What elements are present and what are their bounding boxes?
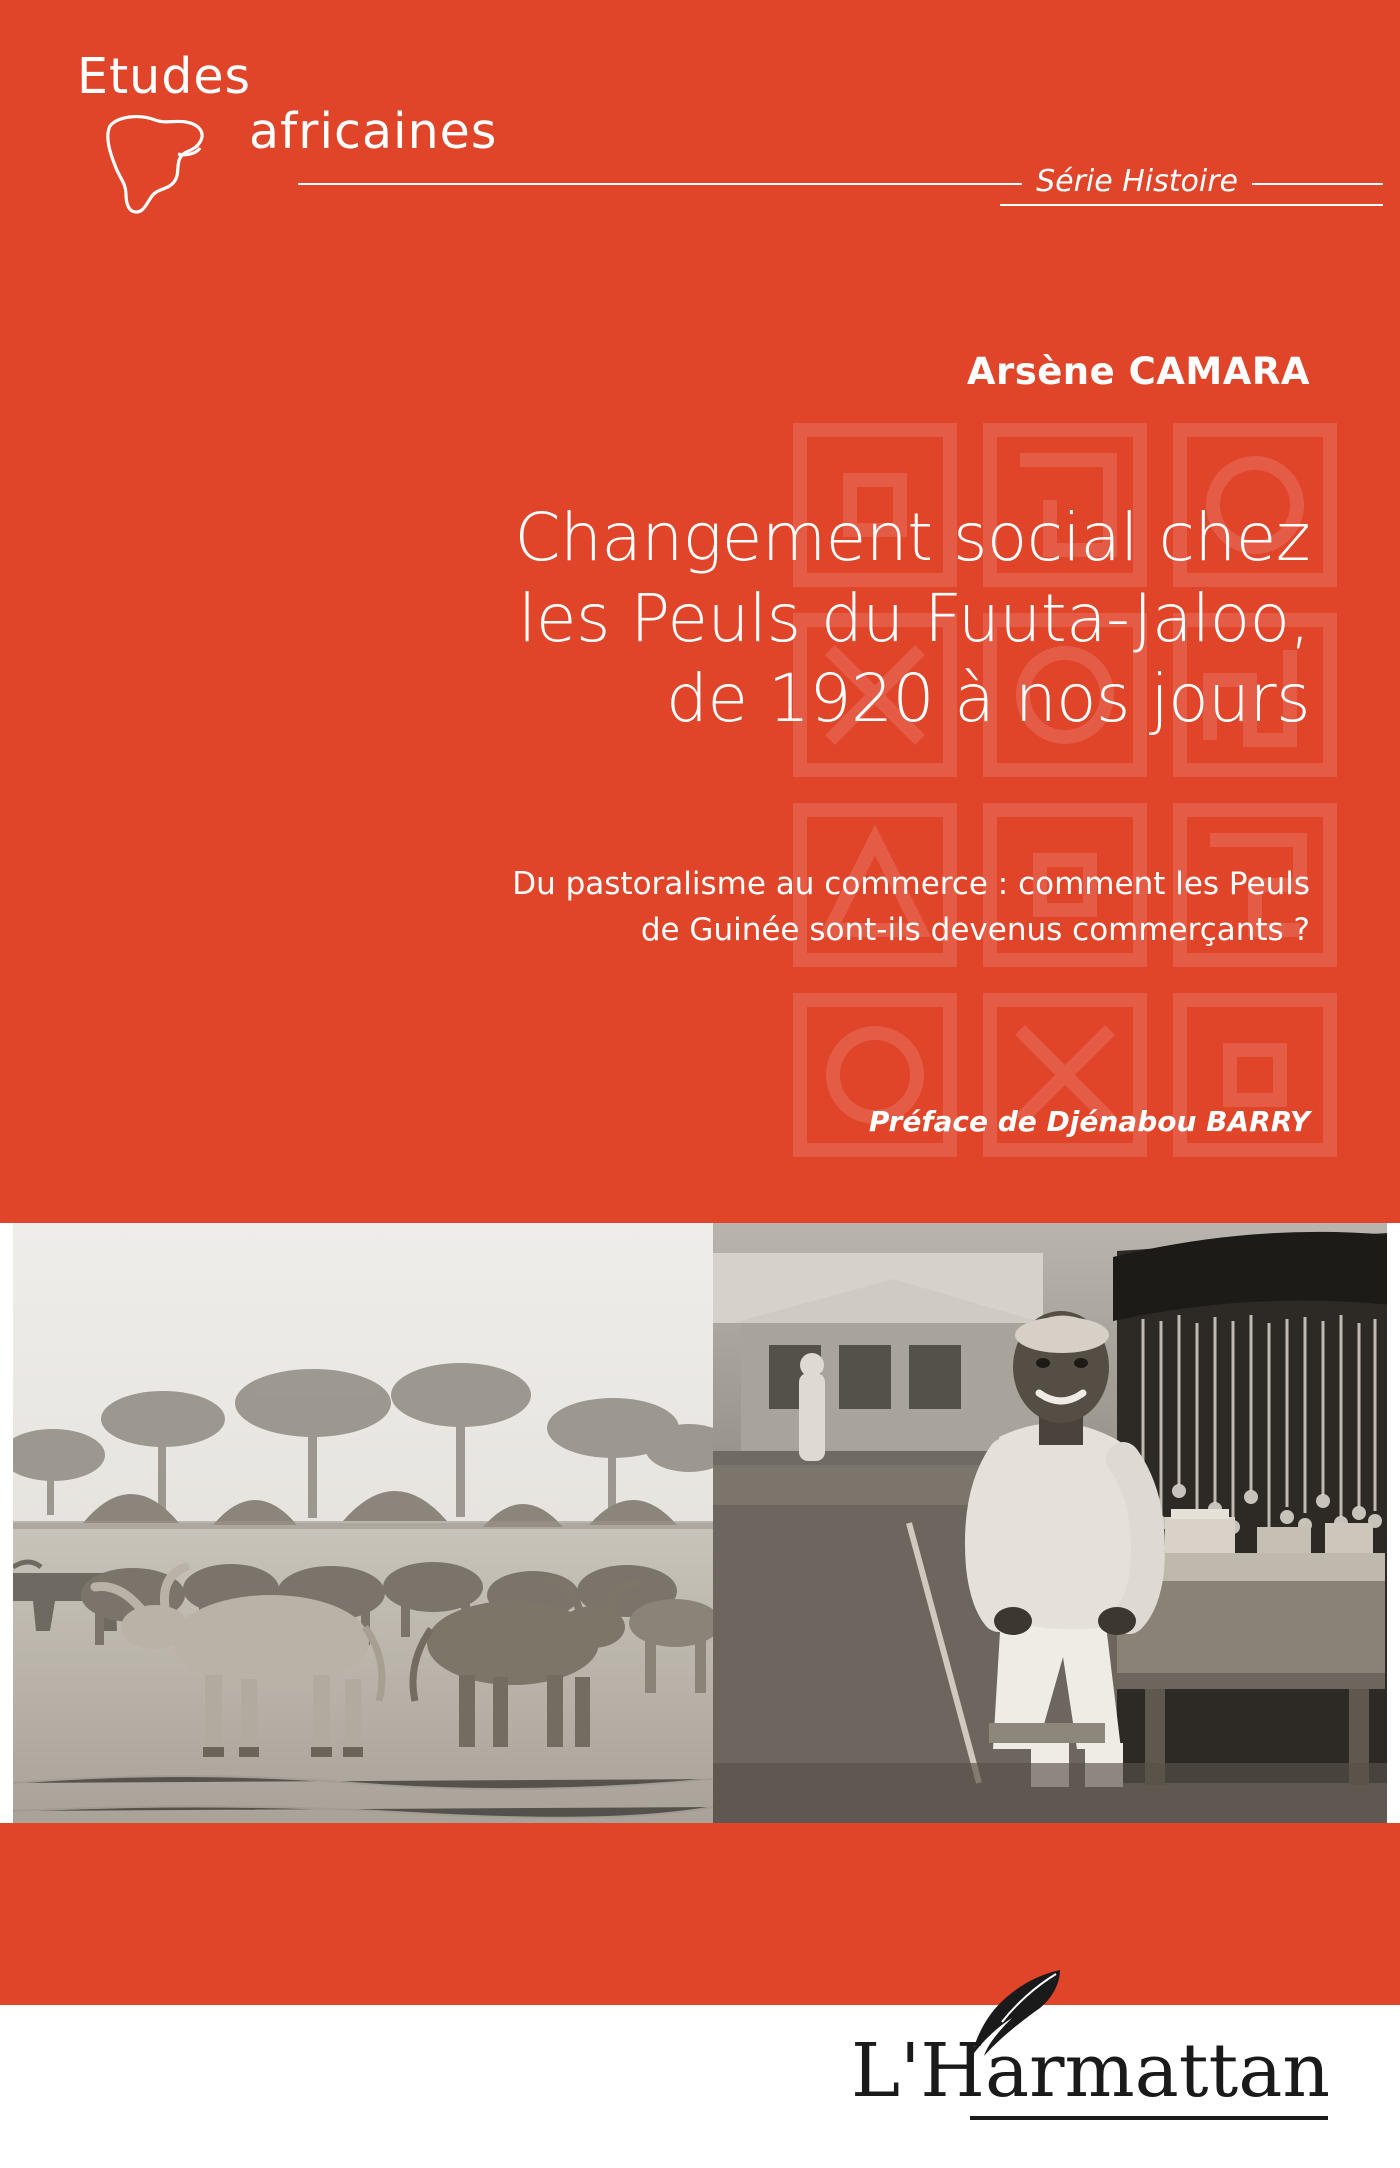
author-name: Arsène CAMARA	[966, 350, 1310, 393]
collection-banner	[70, 48, 1370, 212]
book-title-line-3: de 1920 à nos jours	[666, 660, 1310, 738]
africa-map-icon	[100, 108, 220, 218]
preface-credit: Préface de Djénabou BARRY	[868, 1105, 1310, 1138]
cover-photo-band	[13, 1223, 1387, 1823]
book-title-line-2: les Peuls du Fuuta-Jaloo,	[518, 579, 1310, 657]
book-subtitle-line-2: de Guinée sont-ils devenus commerçants ?	[640, 911, 1310, 948]
collection-title-line2: africaines	[249, 103, 498, 160]
publisher-name: L'Harmattan	[850, 2028, 1330, 2114]
herd-of-cattle-photo	[13, 1223, 713, 1823]
book-subtitle-line-1: Du pastoralisme au commerce : comment les Peuls	[512, 866, 1310, 902]
banner-rule-short	[1000, 204, 1383, 206]
book-title	[180, 498, 1310, 740]
book-subtitle	[260, 862, 1310, 954]
publisher-underline	[970, 2116, 1328, 2120]
series-label: Série Histoire	[1022, 164, 1252, 199]
market-trader-photo	[713, 1223, 1387, 1823]
publisher-logo	[830, 1976, 1330, 2126]
collection-title-line1: Etudes	[77, 48, 252, 105]
book-title-line-1: Changement social chez	[514, 499, 1310, 576]
